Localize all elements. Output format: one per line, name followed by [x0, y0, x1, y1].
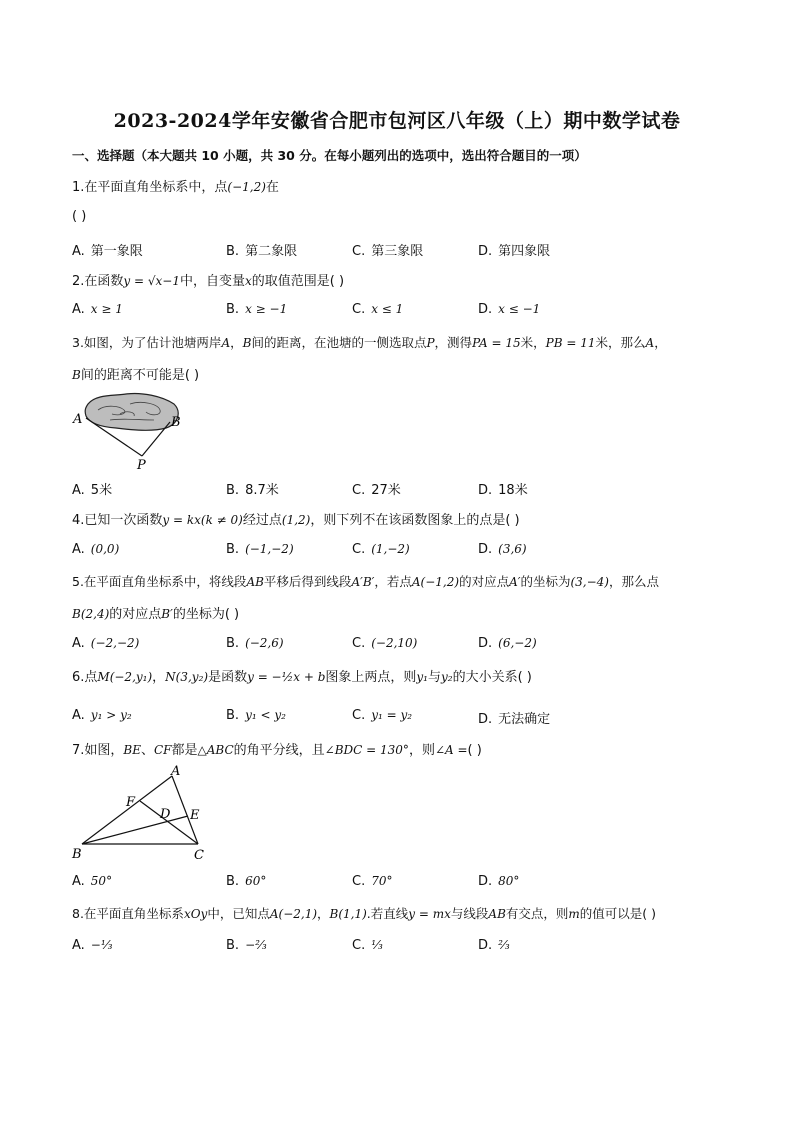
q2-option-d[interactable]: D. x ≤ −1 — [478, 302, 541, 317]
q5-option-b[interactable]: B. (−2,6) — [226, 636, 284, 651]
question-6-stem: 6.点M(−2,y₁)，N(3,y₂)是函数y = −½x + b图象上两点，则y₁与y₂的大小关系( ) — [72, 670, 532, 685]
q1-option-b[interactable]: B. 第二象限 — [226, 244, 298, 259]
question-7-stem: 7.如图，BE、CF都是△ABC的角平分线，且∠BDC = 130°，则∠A =( ) — [72, 743, 482, 758]
pond-figure — [70, 390, 185, 472]
question-8-stem: 8.在平面直角坐标系xOy中，已知点A(−2,1)，B(1,1).若直线y = mx与线段AB有交点，则m的值可以是( ) — [72, 906, 657, 921]
q5-option-c[interactable]: C. (−2,10) — [352, 636, 418, 651]
label-a: A — [73, 412, 83, 427]
q4-option-d[interactable]: D. (3,6) — [478, 542, 527, 557]
question-4-stem: 4.已知一次函数y = kx(k ≠ 0)经过点(1,2)，则下列不在该函数图象上的点是( ) — [72, 513, 520, 528]
q1-option-a[interactable]: A. 第一象限 — [72, 244, 143, 259]
label-c: C — [194, 848, 204, 863]
bisector-be — [82, 816, 188, 844]
q6-option-c[interactable]: C. y₁ = y₂ — [352, 708, 413, 723]
q6-option-a[interactable]: A. y₁ > y₂ — [72, 708, 132, 723]
q8-option-a[interactable]: A. −⅓ — [72, 938, 113, 953]
label-e: E — [190, 808, 200, 823]
q1-option-c[interactable]: C. 第三象限 — [352, 244, 424, 259]
label-b: B — [171, 415, 181, 430]
q1-option-d[interactable]: D. 第四象限 — [478, 244, 551, 259]
q6-option-d[interactable]: D. 无法确定 — [478, 712, 551, 727]
question-5-stem: 5.在平面直角坐标系中，将线段AB平移后得到线段A′B′，若点A(−1,2)的对应点A′的坐标为(3,−4)，那么点 — [72, 574, 660, 589]
triangle-figure — [70, 764, 215, 864]
question-1-blank: ( ) — [72, 209, 87, 224]
q8-option-b[interactable]: B. −⅔ — [226, 938, 267, 953]
q3-option-b[interactable]: B. 8.7米 — [226, 483, 279, 498]
question-2-stem: 2.在函数y = √x−1中，自变量x的取值范围是( ) — [72, 274, 345, 289]
question-3-stem-cont: B间的距离不可能是( ) — [72, 368, 200, 383]
q7-option-b[interactable]: B. 60° — [226, 874, 267, 889]
exam-title: 2023-2024学年安徽省合肥市包河区八年级（上）期中数学试卷 — [113, 110, 681, 132]
q3-option-c[interactable]: C. 27米 — [352, 483, 401, 498]
q6-option-b[interactable]: B. y₁ < y₂ — [226, 708, 286, 723]
label-d: D — [160, 807, 171, 822]
q5-option-d[interactable]: D. (6,−2) — [478, 636, 537, 651]
q7-option-d[interactable]: D. 80° — [478, 874, 520, 889]
q7-option-a[interactable]: A. 50° — [72, 874, 113, 889]
label-p: P — [137, 458, 146, 472]
section-heading: 一、选择题（本大题共 10 小题，共 30 分。在每小题列出的选项中，选出符合题目的一项） — [72, 148, 587, 163]
q7-option-c[interactable]: C. 70° — [352, 874, 393, 889]
q4-option-b[interactable]: B. (−1,−2) — [226, 542, 294, 557]
label-f: F — [126, 795, 136, 810]
q2-option-a[interactable]: A. x ≥ 1 — [72, 302, 123, 317]
question-3-stem: 3.如图，为了估计池塘两岸A，B间的距离，在池塘的一侧选取点P，测得PA = 15米，PB = 11米，那么A， — [72, 335, 667, 350]
q3-option-d[interactable]: D. 18米 — [478, 483, 528, 498]
side-ab — [82, 776, 172, 844]
q8-option-c[interactable]: C. ⅓ — [352, 938, 383, 953]
q4-option-c[interactable]: C. (1,−2) — [352, 542, 410, 557]
label-a: A — [171, 764, 181, 779]
q8-option-d[interactable]: D. ⅔ — [478, 938, 510, 953]
q2-option-b[interactable]: B. x ≥ −1 — [226, 302, 288, 317]
q3-option-a[interactable]: A. 5米 — [72, 483, 113, 498]
label-b: B — [72, 847, 82, 862]
question-1-stem: 1.在平面直角坐标系中，点(−1,2)在 — [72, 180, 279, 195]
question-5-stem-cont: B(2,4)的对应点B′的坐标为( ) — [72, 607, 240, 622]
q2-option-c[interactable]: C. x ≤ 1 — [352, 302, 404, 317]
q5-option-a[interactable]: A. (−2,−2) — [72, 636, 140, 651]
q4-option-a[interactable]: A. (0,0) — [72, 542, 120, 557]
